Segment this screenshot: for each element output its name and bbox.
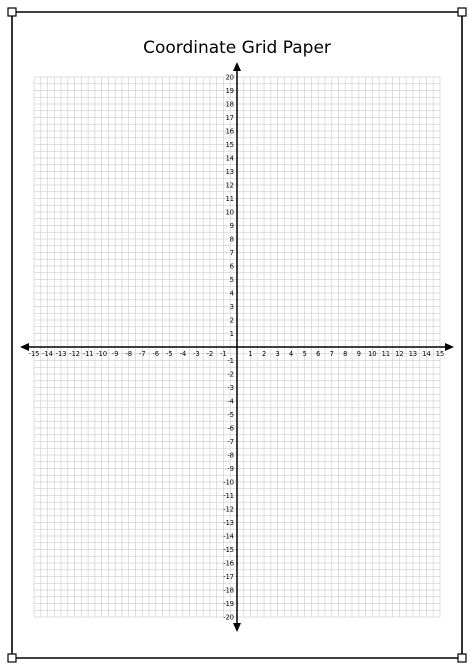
- x-tick-label: -10: [96, 350, 108, 358]
- y-tick-label: 5: [229, 275, 234, 284]
- x-tick-label: -14: [42, 350, 53, 358]
- y-tick-label: 10: [225, 208, 234, 217]
- y-tick-label: -11: [223, 491, 234, 500]
- y-tick-label: -18: [223, 586, 234, 595]
- y-tick-label: 7: [229, 248, 234, 257]
- x-tick-label: 9: [356, 350, 361, 358]
- y-tick-label: 16: [225, 127, 234, 136]
- x-tick-label: 7: [329, 350, 334, 358]
- y-tick-label: -10: [223, 478, 234, 487]
- x-tick-label: -9: [111, 350, 119, 358]
- resize-handle-top-left[interactable]: [8, 8, 16, 16]
- resize-handle-bottom-right[interactable]: [458, 654, 466, 662]
- x-tick-label: 12: [395, 350, 404, 358]
- x-tick-label: -11: [82, 350, 94, 358]
- y-tick-label: 15: [225, 140, 234, 149]
- y-tick-label: -19: [223, 599, 234, 608]
- y-tick-label: 4: [229, 289, 234, 298]
- y-tick-label: 1: [229, 329, 234, 338]
- x-tick-label: -4: [179, 350, 187, 358]
- x-tick-label: -12: [69, 350, 80, 358]
- x-tick-label: -8: [125, 350, 133, 358]
- x-tick-label: -2: [206, 350, 214, 358]
- x-tick-label: -1: [220, 350, 227, 358]
- y-tick-label: 17: [225, 113, 234, 122]
- x-tick-label: -5: [166, 350, 173, 358]
- x-axis-right-arrow: [445, 343, 454, 351]
- x-tick-label: 11: [381, 350, 391, 358]
- y-tick-label: 13: [225, 167, 234, 176]
- y-tick-label: -8: [227, 451, 234, 460]
- x-tick-label: -15: [28, 350, 40, 358]
- y-tick-label: -13: [223, 518, 234, 527]
- y-tick-label: 12: [225, 181, 234, 190]
- x-tick-label: -3: [193, 350, 200, 358]
- y-tick-label: -1: [227, 356, 234, 365]
- resize-handle-top-right[interactable]: [458, 8, 466, 16]
- axes: [20, 62, 454, 632]
- x-tick-label: 3: [275, 350, 280, 358]
- y-tick-label: 2: [229, 316, 234, 325]
- x-tick-label: -7: [138, 350, 146, 358]
- y-tick-label: 20: [225, 73, 234, 82]
- y-tick-label: -3: [227, 383, 234, 392]
- y-tick-label: 8: [229, 235, 234, 244]
- x-tick-label: 4: [289, 350, 294, 358]
- x-tick-label: 13: [408, 350, 418, 358]
- y-tick-label: -20: [223, 613, 234, 622]
- y-axis-down-arrow: [233, 623, 241, 632]
- y-tick-label: -14: [223, 532, 234, 541]
- y-axis-up-arrow: [233, 62, 241, 71]
- x-tick-label: -6: [152, 350, 160, 358]
- x-tick-label: 14: [422, 350, 431, 358]
- y-tick-label: 9: [229, 221, 234, 230]
- y-tick-label: -12: [223, 505, 234, 514]
- x-tick-label: 2: [261, 350, 267, 358]
- x-tick-label: 1: [248, 350, 253, 358]
- y-tick-label: 11: [225, 194, 234, 203]
- y-tick-label: 3: [229, 302, 234, 311]
- resize-handle-bottom-left[interactable]: [8, 654, 16, 662]
- y-tick-label: 6: [229, 262, 234, 271]
- y-tick-label: -15: [223, 545, 234, 554]
- y-tick-label: -4: [227, 397, 234, 406]
- y-tick-label: 18: [225, 100, 234, 109]
- y-tick-label: -6: [227, 424, 234, 433]
- y-tick-label: -7: [227, 437, 234, 446]
- x-tick-label: 10: [368, 350, 377, 358]
- y-tick-label: -2: [227, 370, 234, 379]
- x-tick-label: 8: [343, 350, 348, 358]
- x-tick-label: 6: [316, 350, 321, 358]
- page-title: Coordinate Grid Paper: [143, 38, 331, 58]
- y-tick-label: 19: [225, 86, 234, 95]
- y-tick-label: -16: [223, 559, 234, 568]
- y-tick-label: -17: [223, 572, 234, 581]
- x-tick-label: 15: [435, 350, 445, 358]
- y-tick-label: -5: [227, 410, 234, 419]
- y-tick-label: 14: [225, 154, 234, 163]
- y-tick-label: -9: [227, 464, 234, 473]
- x-tick-label: 5: [302, 350, 307, 358]
- x-tick-label: -13: [55, 350, 67, 358]
